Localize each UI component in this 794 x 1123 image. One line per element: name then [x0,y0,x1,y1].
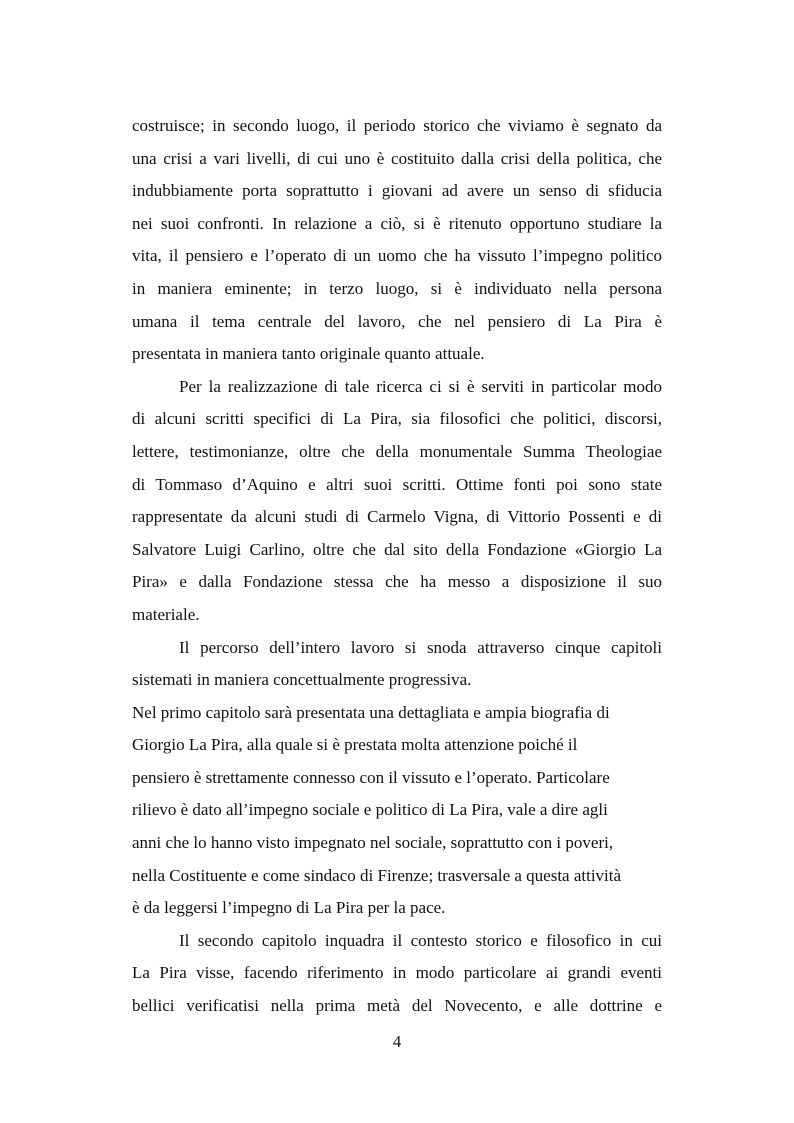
text-line: bellici verificatisi nella prima metà del Novecento, e alle dottrine e [132,996,662,1016]
text-line: di Tommaso d’Aquino e altri suoi scritti. Ottime fonti poi sono state [132,474,662,494]
text-line: materiale. [132,604,200,624]
text-line: Per la realizzazione di tale ricerca ci si è serviti in particolar modo [179,376,662,396]
text-line: indubbiamente porta soprattutto i giovani ad avere un senso di sfiducia [132,181,662,201]
text-line: La Pira visse, facendo riferimento in modo particolare ai grandi eventi [132,963,662,983]
text-line: anni che lo hanno visto impegnato nel sociale, soprattutto con i poveri, [132,833,614,853]
page-number: 4 [392,1032,402,1051]
text-line: Il secondo capitolo inquadra il contesto storico e filosofico in cui [179,930,662,950]
text-line: Il percorso dell’intero lavoro si snoda attraverso cinque capitoli [179,637,662,657]
text-line: di alcuni scritti specifici di La Pira, sia filosofici che politici, discorsi, [132,409,662,429]
text-line: sistemati in maniera concettualmente progressiva. [132,670,472,690]
text-line: Nel primo capitolo sarà presentata una dettagliata e ampia biografia di [132,702,610,722]
body-text [132,110,662,1023]
text-line: rappresentate da alcuni studi di Carmelo Vigna, di Vittorio Possenti e di [132,507,662,527]
text-line: umana il tema centrale del lavoro, che nel pensiero di La Pira è [132,311,662,331]
text-line: in maniera eminente; in terzo luogo, si è individuato nella persona [132,278,662,298]
text-line: vita, il pensiero e l’operato di un uomo che ha vissuto l’impegno politico [132,246,662,266]
text-line: è da leggersi l’impegno di La Pira per la pace. [132,898,446,918]
text-line: una crisi a vari livelli, di cui uno è costituito dalla crisi della politica, che [132,148,662,168]
text-line: Pira» e dalla Fondazione stessa che ha messo a disposizione il suo [132,572,662,592]
text-line: Salvatore Luigi Carlino, oltre che dal sito della Fondazione «Giorgio La [132,539,662,559]
text-line: presentata in maniera tanto originale quanto attuale. [132,344,485,364]
text-line: Giorgio La Pira, alla quale si è prestata molta attenzione poiché il [132,735,578,755]
text-line: pensiero è strettamente connesso con il vissuto e l’operato. Particolare [132,767,610,787]
text-line: costruisce; in secondo luogo, il periodo storico che viviamo è segnato da [132,116,662,135]
text-line: nella Costituente e come sindaco di Firenze; trasversale a questa attività [132,865,622,885]
text-line: lettere, testimonianze, oltre che della monumentale Summa Theologiae [132,441,662,461]
text-line: nei suoi confronti. In relazione a ciò, si è ritenuto opportuno studiare la [132,213,662,233]
text-line: rilievo è dato all’impegno sociale e politico di La Pira, vale a dire agli [132,800,608,820]
